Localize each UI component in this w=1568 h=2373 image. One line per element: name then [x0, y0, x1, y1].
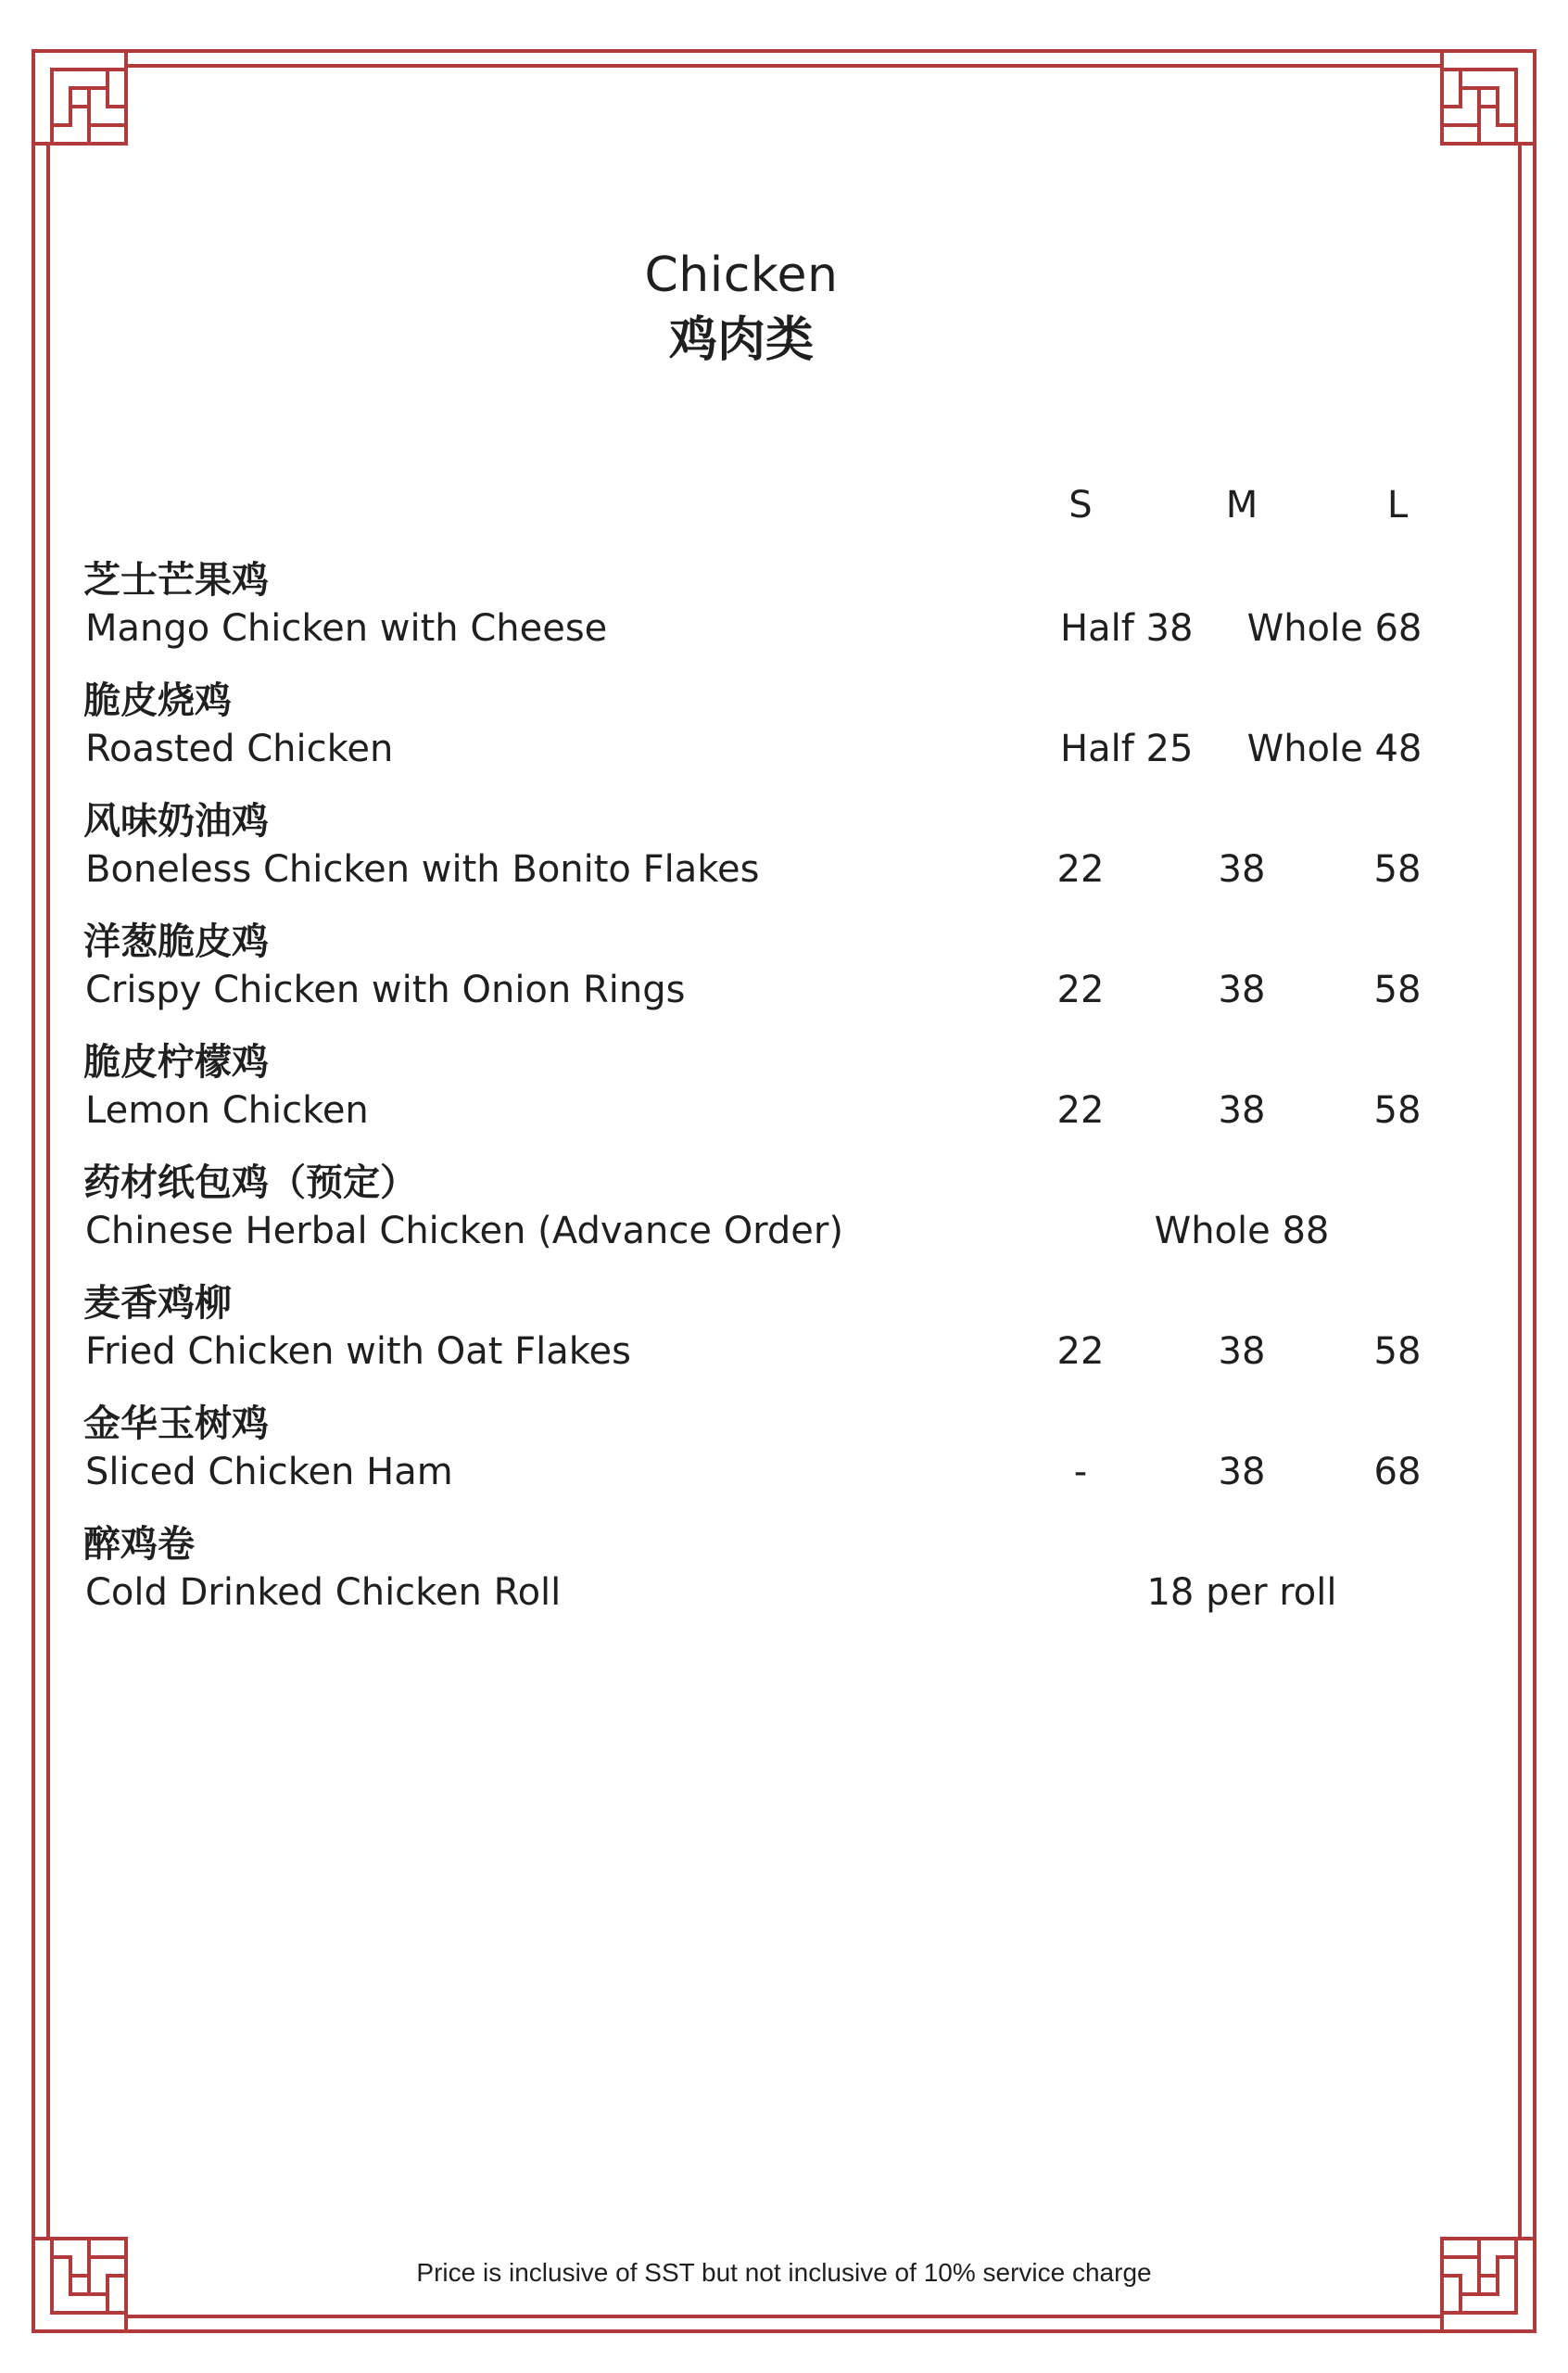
- menu-item: [83, 916, 1473, 1036]
- menu-item: [83, 1518, 1473, 1639]
- price-half: Half 25: [1060, 728, 1194, 770]
- item-name-chinese: 芝士芒果鸡: [83, 559, 269, 602]
- size-header-l: L: [1386, 484, 1409, 527]
- price-single: Whole 88: [1154, 1210, 1330, 1252]
- price-medium: 38: [1218, 969, 1266, 1011]
- corner-ornament-top-right: [1442, 51, 1535, 144]
- price-large: 58: [1373, 848, 1422, 891]
- item-name-english: Crispy Chicken with Onion Rings: [85, 969, 686, 1011]
- item-name-chinese: 金华玉树鸡: [83, 1402, 269, 1445]
- item-name-chinese: 麦香鸡柳: [83, 1282, 232, 1325]
- item-name-chinese: 药材纸包鸡（预定）: [83, 1161, 417, 1204]
- corner-ornament-top-left: [33, 51, 126, 144]
- item-name-chinese: 脆皮烧鸡: [83, 679, 232, 722]
- item-name-english: Mango Chicken with Cheese: [85, 607, 608, 650]
- title-chinese: 鸡肉类: [668, 312, 814, 368]
- menu-item: [83, 795, 1473, 916]
- price-small: -: [1073, 1451, 1088, 1493]
- price-whole: Whole 68: [1246, 607, 1423, 650]
- menu-item: [83, 1398, 1473, 1518]
- price-half: Half 38: [1060, 607, 1194, 650]
- item-name-english: Lemon Chicken: [85, 1089, 369, 1132]
- menu-item: [83, 675, 1473, 795]
- price-large: 58: [1373, 1089, 1422, 1132]
- item-name-chinese: 脆皮柠檬鸡: [83, 1041, 269, 1084]
- item-name-english: Fried Chicken with Oat Flakes: [85, 1330, 631, 1373]
- price-large: 58: [1373, 1330, 1422, 1373]
- price-whole: Whole 48: [1246, 728, 1423, 770]
- item-name-chinese: 风味奶油鸡: [83, 800, 269, 843]
- price-small: 22: [1056, 1089, 1105, 1132]
- menu-item: [83, 1036, 1473, 1157]
- price-small: 22: [1056, 1330, 1105, 1373]
- price-small: 22: [1056, 969, 1105, 1011]
- menu-item: [83, 1277, 1473, 1398]
- service-charge-note: Price is inclusive of SST but not inclusive of 10% service charge: [416, 2258, 1152, 2287]
- price-single: 18 per roll: [1146, 1571, 1337, 1614]
- size-header-m: M: [1225, 484, 1258, 527]
- title-english: Chicken: [644, 247, 839, 303]
- price-medium: 38: [1218, 1330, 1266, 1373]
- price-medium: 38: [1218, 1089, 1266, 1132]
- item-name-english: Sliced Chicken Ham: [85, 1451, 453, 1493]
- size-header-s: S: [1069, 484, 1093, 527]
- price-medium: 38: [1218, 1451, 1266, 1493]
- menu-section-title: [0, 243, 1483, 373]
- menu-item: [83, 554, 1473, 675]
- item-name-english: Roasted Chicken: [85, 728, 394, 770]
- price-large: 58: [1373, 969, 1422, 1011]
- item-name-chinese: 醉鸡卷: [83, 1523, 195, 1566]
- item-name-english: Chinese Herbal Chicken (Advance Order): [85, 1210, 843, 1252]
- item-name-chinese: 洋葱脆皮鸡: [83, 920, 269, 963]
- item-name-english: Boneless Chicken with Bonito Flakes: [85, 848, 760, 891]
- menu-item: [83, 1157, 1473, 1277]
- item-name-english: Cold Drinked Chicken Roll: [85, 1571, 562, 1614]
- price-medium: 38: [1218, 848, 1266, 891]
- price-large: 68: [1373, 1451, 1422, 1493]
- price-small: 22: [1056, 848, 1105, 891]
